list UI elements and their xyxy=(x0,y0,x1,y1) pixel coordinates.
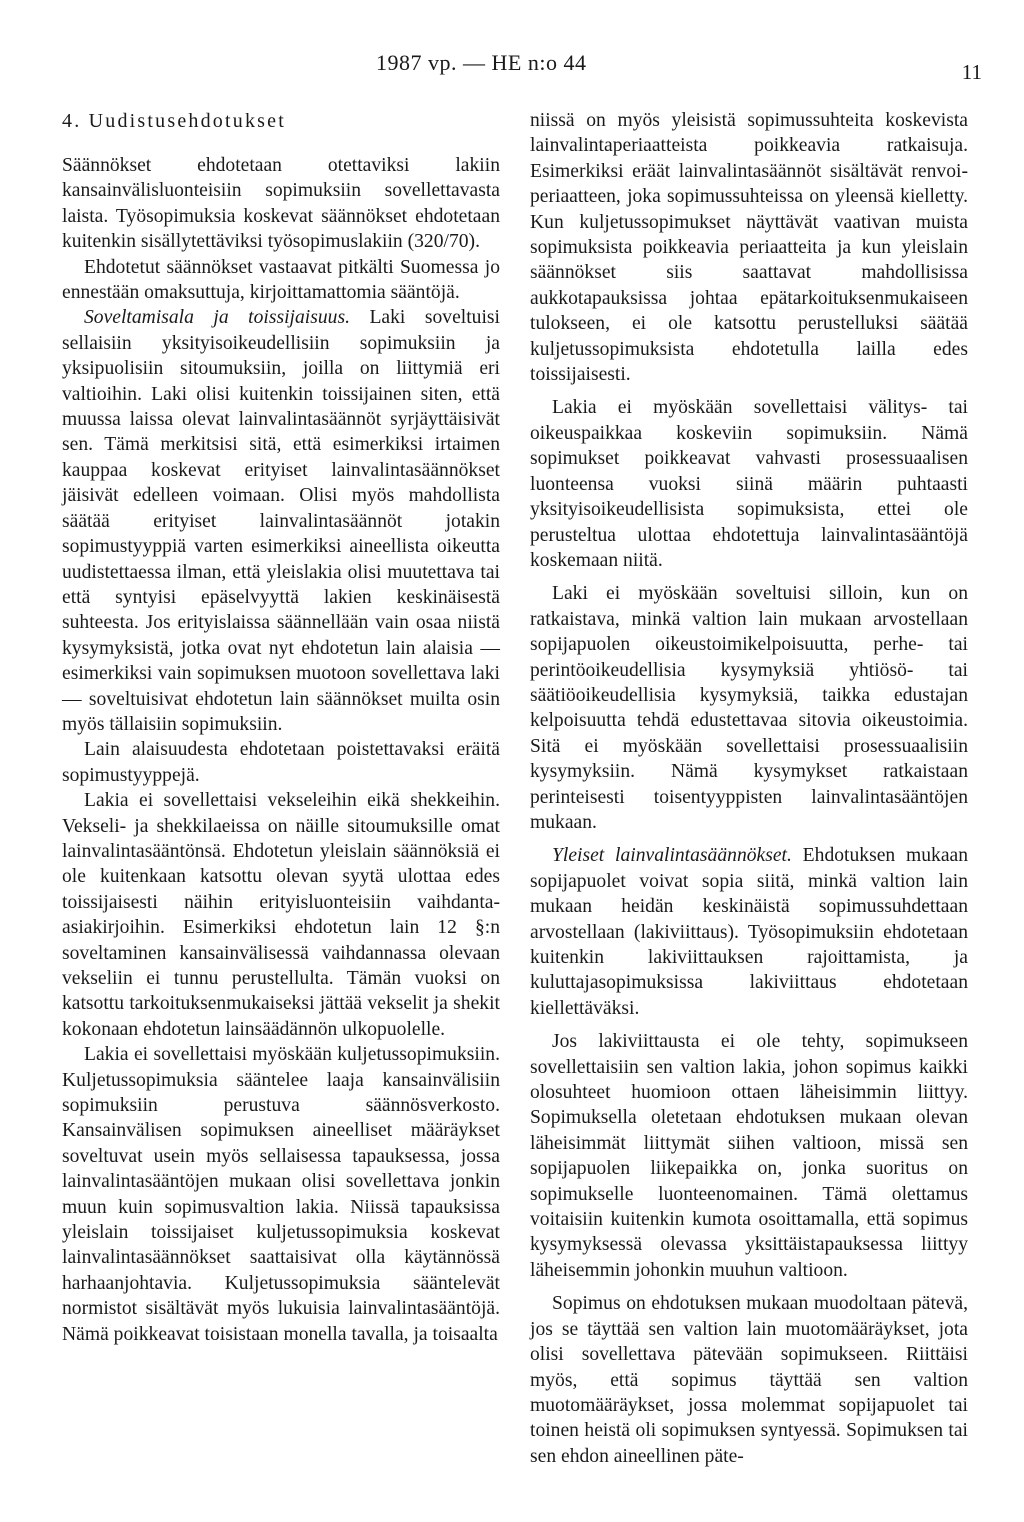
paragraph: Lain alaisuudesta ehdotetaan poistettavaksi eräitä sopimustyyppejä. xyxy=(62,739,500,786)
paragraph: Laki ei myöskään soveltuisi silloin, kun on ratkaistava, minkä valtion lain mukaan arvostellaan sopijapuolen oikeustoimikelpoisuutta, perhe- tai perintöoikeudellisia kysymyksiä yhtiösö- tai säätiöoikeudellisia kysymyksiä, taikka edustajan kelpoisuutta tehdä edustettavaa sitovia oikeustoimia. Sitä ei myöskään sovellettaisi prosessuaalisiin kysymyksiin. Nämä kysymykset ratkaistaan perinteisesti toisentyyppisten lainvalintasääntöjen mukaan. xyxy=(530,583,968,833)
paragraph: Lakia ei myöskään sovellettaisi välitys- tai oikeuspaikkaa koskeviin sopimuksiin. Nämä sopimukset poikkeavat vahvasti prosessuaalisen luonteensa vuoksi siinä määrin puhtaasti yksityisoikeudellisista sopimuksista, ettei ole perusteltua ulottaa ehdotettuja lainvalintasääntöjä koskemaan niitä. xyxy=(530,397,968,571)
page-header xyxy=(0,50,1024,90)
paragraph: Lakia ei sovellettaisi myöskään kuljetussopimuksiin. Kuljetussopimuksia sääntelee laaja kansainvälisiin sopimuksiin perustuva säännösverkosto. Kansainvälisen sopimuksen aineelliset määräykset soveltuvat usein myös sellaisessa tapauksessa, jossa lainvalintasääntöjen mukaan olisi sovellettava jonkin muun kuin sopimusvaltion lakia. Niissä tapauksissa yleislain toissijaiset kuljetussopimuksia koskevat lainvalintasäännökset saattaisivat olla käytännössä harhaanjohtavia. Kuljetussopimuksia sääntelevät normistot sisältävät myös lukuisia lainvalintasääntöjä. Nämä poikkeavat toisistaan monella tavalla, ja toisaalta xyxy=(62,1044,500,1345)
paragraph xyxy=(530,843,968,1021)
paragraph: Ehdotetut säännökset vastaavat pitkälti Suomessa jo ennestään omaksuttuja, kirjoittamattomia sääntöjä. xyxy=(62,256,500,304)
page-number: 11 xyxy=(961,60,982,84)
paragraph: Jos lakiviittausta ei ole tehty, sopimukseen sovellettaisiin sen valtion lakia, johon sopimus kaikki olosuhteet huomioon ottaen läheisimmin liittyy. Sopimuksella oletetaan ehdotuksen mukaan olevan läheisimmät liittymät siihen valtioon, missä sen sopijapuolen liikepaikka on, jonka suoritus on sopimukselle luonteenomainen. Tämä olettamus voitaisiin kuitenkin kumota osoittamalla, että sopimus kysymyksessä olevassa yksittäistapauksessa liittyy läheisemmin johonkin muuhun valtioon. xyxy=(530,1031,968,1281)
left-column xyxy=(62,108,500,1347)
paragraph-text: Ehdotuksen mukaan sopijapuolet voivat sopia siitä, minkä valtion lain mukaan heidän keskinäistä sopimussuhdettaan arvostellaan (lakiviittaus). Työsopimuksiin ehdotetaan kuitenkin lakiviittauksen rajoittamista, ja kuluttajasopimuksissa lakiviittaus ehdotetaan kiellettäväksi. xyxy=(530,845,969,1019)
right-column xyxy=(530,108,968,1469)
paragraph: Lakia ei sovellettaisi vekseleihin eikä shekkeihin. Vekseli- ja shekkilaeissa on näille sitoumuksille omat lainvalintasääntönsä. Ehdotetun yleislain säännöksiä ei ole kuitenkaan katsottu olevan syytä ulottaa edes toissijaisesti näihin erityisluonteisiin vaihdanta-asiakirjoihin. Esimerkiksi ehdotetun lain 12 §:n soveltaminen kansainvälisessä vaihdannassa olevaan vekseliin ei tunnu perustellulta. Tämän vuoksi on katsottu tarkoituksenmukaiseksi jättää vekselit ja shekit kokonaan ehdotetun lainsäädännön ulkopuolelle. xyxy=(62,790,500,1040)
paragraph: niissä on myös yleisistä sopimussuhteita koskevista lainvalintaperiaatteista poikkeavia ratkaisuja. Esimerkiksi eräät lainvalintasäännöt sisältävät renvoi-periaatteen, joka sopimussuhteissa on yleensä kielletty. Kun kuljetussopimukset näyttävät vaativan muista sopimuksista poikkeavia periaatteita ja kun yleislain säännökset siis saattavat mahdollisissa aukkotapauksissa johtaa epätarkoituksenmukaiseen tulokseen, ei ole katsottu perustelluksi säätää kuljetussopimuksista ehdotetulla lailla edes toissijaisesti. xyxy=(530,110,968,386)
paragraph: Sopimus on ehdotuksen mukaan muodoltaan pätevä, jos se täyttää sen valtion lain muotomääräykset, jota olisi sovellettava pätevään sopimukseen. Riittäisi myös, että sopimus täyttää sen valtion muotomääräykset, jossa molemmat sopijapuolet tai toinen heistä oli sopimuksen syntyessä. Sopimuksen tai sen ehdon aineellinen päte- xyxy=(530,1293,968,1467)
paragraph: Säännökset ehdotetaan otettaviksi lakiin kansainvälisluonteisiin sopimuksiin sovellettavasta laista. Työsopimuksia koskevat säännökset ehdotetaan kuitenkin sisällytettäviksi työsopimuslakiin (320/70). xyxy=(62,155,500,253)
section-heading: 4. Uudistusehdotukset xyxy=(62,110,286,132)
paragraph-title: Yleiset lainvalintasäännökset. xyxy=(552,845,792,867)
paragraph xyxy=(62,305,500,737)
paragraph-title: Soveltamisala ja toissijaisuus. xyxy=(84,307,350,329)
paragraph-text: Laki soveltuisi sellaisiin yksityisoikeudellisiin sopimuksiin ja yksipuolisiin sitoumuksiin, joilla on liittymiä eri valtioihin. Laki olisi kuitenkin toissijainen siten, että muussa laissa olevat lainvalintasäännöt syrjäyttäisivät sen. Tämä merkitsisi sitä, että esimerkiksi irtaimen kauppaa koskevat erityiset lainvalintasäännökset jäisivät edelleen voimaan. Olisi myös mahdollista säätää erityiset lainvalintasäännöt jotakin sopimustyyppiä varten esimerkiksi aineellista oikeutta uudistettaessa ilman, että yleislakia olisi muutettava tai että syntyisi epäselvyyttä lakien keskinäisestä suhteesta. Jos erityislaissa säännellään vain osaa niistä kysymyksistä, jotka ovat nyt ehdotetun lain alaisia — esimerkiksi vain sopimuksen muotoon sovellettava laki — soveltuisivat ehdotetun lain säännökset muilta osin myös tällaisiin sopimuksiin. xyxy=(62,307,500,735)
running-head: 1987 vp. — HE n:o 44 xyxy=(376,50,587,75)
